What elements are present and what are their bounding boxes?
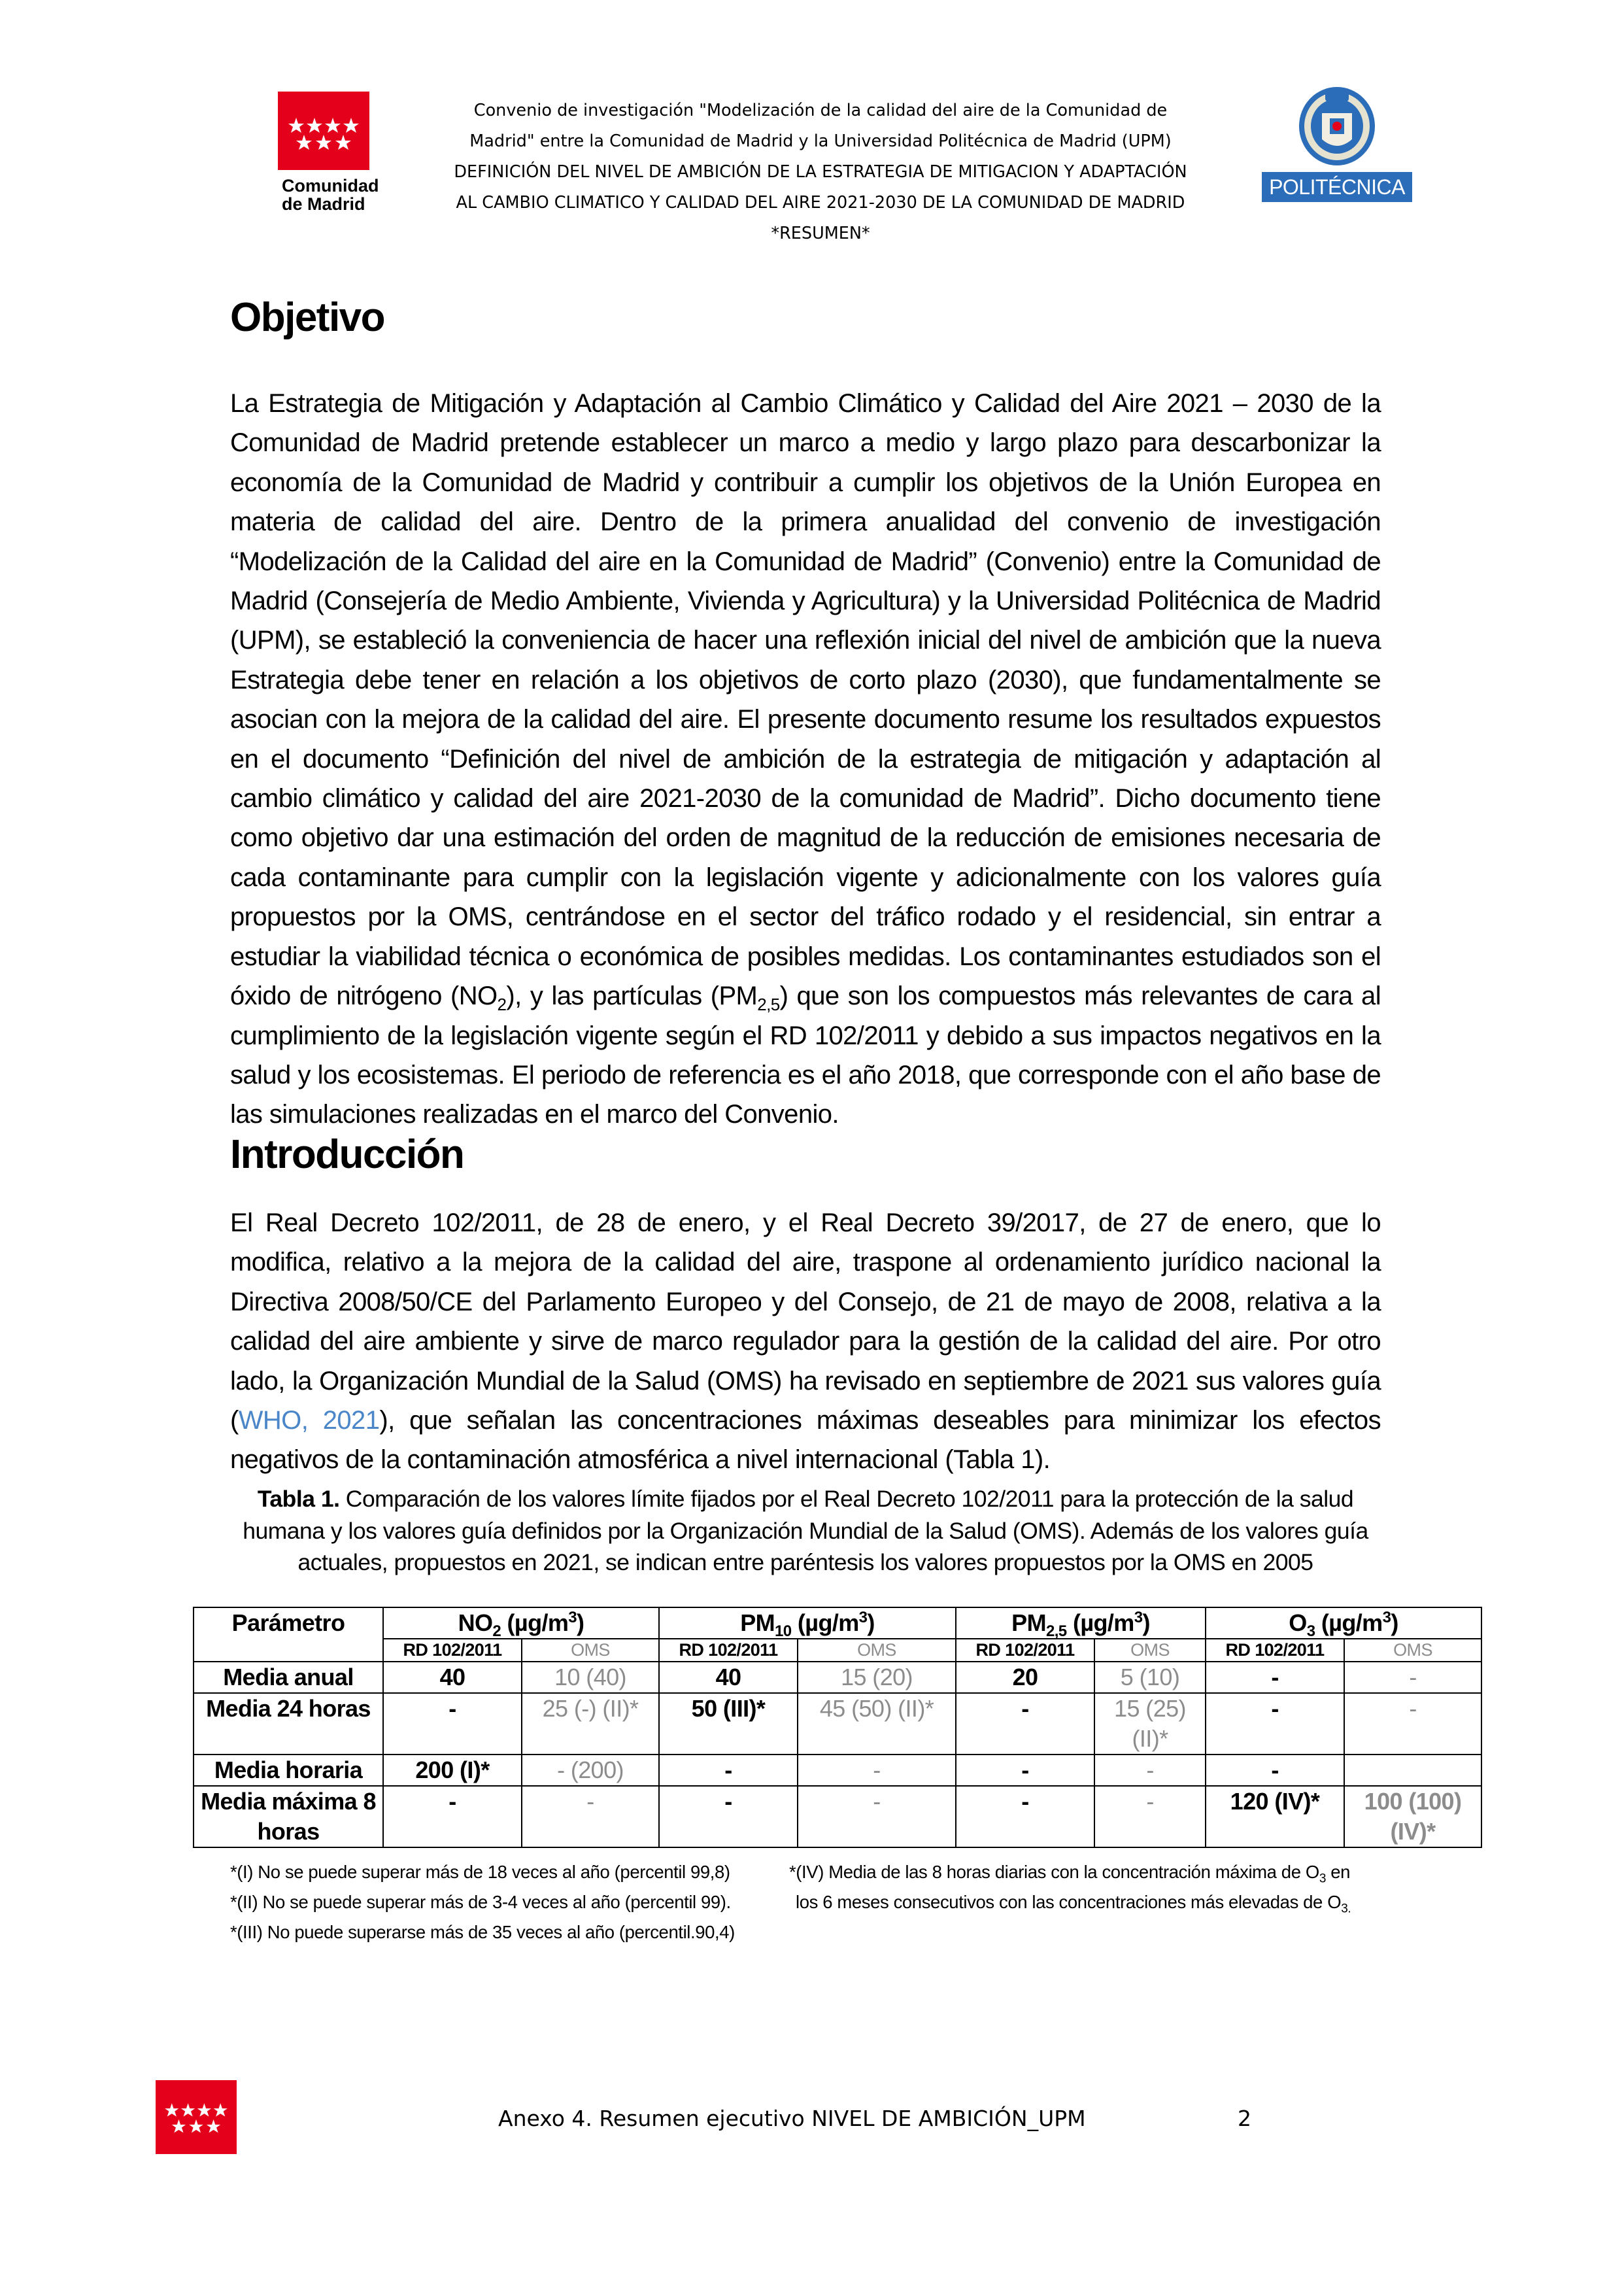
- unit-close: ): [1142, 1609, 1150, 1636]
- table-note: [789, 1857, 1351, 1887]
- unit-close: ): [577, 1609, 584, 1636]
- comunidad-logo-text: [278, 176, 379, 214]
- header-line: *RESUMEN*: [771, 224, 870, 243]
- table-cell: -: [1344, 1662, 1481, 1693]
- paragraph-text: ), y las partículas (PM: [506, 982, 758, 1011]
- table-cell: -: [956, 1693, 1094, 1755]
- table-cell: -: [383, 1786, 522, 1847]
- empty-cell: [194, 1639, 383, 1662]
- table-cell: -: [1206, 1662, 1344, 1693]
- caption-text: Comparación de los valores límite fijados por el Real Decreto 102/2011 para la protección de la salud humana y los valores guía definidos por la Organización Mundial de la Salud (OMS). Además de los valores guía actuales, propuestos en 2021, se indican entre paréntesis los valores propuestos por la OMS en 2005: [243, 1486, 1368, 1575]
- table-cell: -: [659, 1786, 798, 1847]
- table-cell: -: [659, 1755, 798, 1786]
- subheader-rd: RD 102/2011: [1206, 1639, 1344, 1662]
- note-text: los 6 meses consecutivos con las concentraciones más elevadas de O: [796, 1892, 1342, 1912]
- logo-text-line: de Madrid: [282, 194, 365, 214]
- footer-madrid-flag-icon: [156, 2080, 237, 2154]
- table-cell: -: [956, 1786, 1094, 1847]
- table-row: [194, 1693, 1481, 1755]
- table-caption: [230, 1483, 1381, 1579]
- table-note: *(II) No se puede superar más de 3-4 veces al año (percentil 99).: [230, 1892, 731, 1912]
- table-cell: -: [798, 1755, 956, 1786]
- table-cell: -: [1344, 1693, 1481, 1755]
- row-param: Media horaria: [194, 1755, 383, 1786]
- unit: (µg/m: [1066, 1609, 1134, 1636]
- upm-seal-icon: [1296, 82, 1378, 168]
- header-o3: [1206, 1607, 1481, 1639]
- subscript: 3.: [1341, 1902, 1351, 1916]
- table-cell: -: [1206, 1693, 1344, 1755]
- table-cell: -: [798, 1786, 956, 1847]
- table-note: [789, 1887, 1351, 1917]
- table-note: *(III) No puede superarse más de 35 veces al año (percentil.90,4): [230, 1922, 735, 1942]
- header-line: AL CAMBIO CLIMATICO Y CALIDAD DEL AIRE 2021-2030 DE LA COMUNIDAD DE MADRID: [456, 193, 1185, 213]
- note-text: *(IV) Media de las 8 horas diarias con la concentración máxima de O: [789, 1862, 1319, 1882]
- subscript: 3: [1319, 1872, 1326, 1886]
- subheader-rd: RD 102/2011: [659, 1639, 798, 1662]
- table-cell: 200 (I)*: [383, 1755, 522, 1786]
- header-no2: [383, 1607, 659, 1639]
- superscript: 3: [1382, 1609, 1391, 1626]
- document-header: [392, 95, 1249, 249]
- comunidad-de-madrid-logo: [278, 92, 379, 214]
- table-subheader-row: [194, 1639, 1481, 1662]
- row-param: Media anual: [194, 1662, 383, 1693]
- subscript: 2,5: [757, 995, 780, 1015]
- objetivo-paragraph: [230, 384, 1381, 1135]
- table-cell: 5 (10): [1094, 1662, 1206, 1693]
- subscript: 10: [775, 1622, 792, 1641]
- table-cell: 120 (IV)*: [1206, 1786, 1344, 1847]
- table-cell: 20: [956, 1662, 1094, 1693]
- table-cell: 25 (-) (II)*: [522, 1693, 659, 1755]
- subheader-oms: OMS: [1344, 1639, 1481, 1662]
- table-cell: -: [956, 1755, 1094, 1786]
- header-parametro: Parámetro: [194, 1607, 383, 1639]
- pollutant-name: PM: [740, 1609, 775, 1636]
- who-2021-link[interactable]: WHO, 2021: [238, 1406, 380, 1435]
- footer-text: Anexo 4. Resumen ejecutivo NIVEL DE AMBICIÓN_UPM: [498, 2106, 1086, 2131]
- header-pm10: [659, 1607, 956, 1639]
- superscript: 3: [568, 1609, 577, 1626]
- table-cell: 45 (50) (II)*: [798, 1693, 956, 1755]
- note-text: en: [1326, 1862, 1351, 1882]
- paragraph-text: ) que son los compuestos más relevantes de cara al cumplimiento de la legislación vigente según el RD 102/2011 y debido a sus impactos negativos en la salud y los ecosistemas. El periodo de referencia es el año 2018, que corresponde con el año base de las simulaciones realizadas en el marco del Convenio.: [230, 982, 1381, 1129]
- subscript: 2,5: [1045, 1622, 1067, 1641]
- header-line: Convenio de investigación "Modelización de la calidad del aire de la Comunidad de: [473, 101, 1168, 120]
- madrid-flag-icon: [278, 92, 369, 170]
- header-line: DEFINICIÓN DEL NIVEL DE AMBICIÓN DE LA ESTRATEGIA DE MITIGACION Y ADAPTACIÓN: [454, 162, 1187, 182]
- table-header-row: [194, 1607, 1481, 1639]
- upm-logo-text: POLITÉCNICA: [1262, 172, 1412, 202]
- table-cell: 10 (40): [522, 1662, 659, 1693]
- table-row: [194, 1786, 1481, 1847]
- subscript: 2: [492, 1622, 501, 1641]
- objetivo-heading: Objetivo: [230, 295, 385, 340]
- subscript: 2: [497, 995, 507, 1015]
- logo-text-line: Comunidad: [282, 176, 379, 196]
- unit: (µg/m: [791, 1609, 859, 1636]
- limit-values-table: [193, 1607, 1482, 1848]
- subheader-rd: RD 102/2011: [383, 1639, 522, 1662]
- subscript: 3: [1306, 1622, 1315, 1641]
- table-notes-right: [789, 1857, 1351, 1917]
- table-cell: 40: [659, 1662, 798, 1693]
- row-param: Media 24 horas: [194, 1693, 383, 1755]
- introduccion-heading: Introducción: [230, 1132, 464, 1177]
- unit-close: ): [1391, 1609, 1398, 1636]
- table-cell: 40: [383, 1662, 522, 1693]
- row-param: Media máxima 8 horas: [194, 1786, 383, 1847]
- unit-close: ): [867, 1609, 875, 1636]
- caption-label: Tabla 1.: [257, 1486, 340, 1512]
- superscript: 3: [858, 1609, 868, 1626]
- table-cell: 50 (III)*: [659, 1693, 798, 1755]
- pollutant-name: O: [1289, 1609, 1307, 1636]
- pollutant-name: PM: [1011, 1609, 1046, 1636]
- header-pm25: [956, 1607, 1206, 1639]
- header-line: Madrid" entre la Comunidad de Madrid y la Universidad Politécnica de Madrid (UPM): [469, 131, 1172, 151]
- subheader-oms: OMS: [522, 1639, 659, 1662]
- paragraph-text: El Real Decreto 102/2011, de 28 de enero, y el Real Decreto 39/2017, de 27 de enero, que lo modifica, relativo a la mejora de la calidad del aire, traspone al ordenamiento jurídico nacional la Directiva 2008/50/CE del Parlamento Europeo y del Consejo, de 21 de mayo de 2008, relativa a la calidad del aire ambiente y sirve de marco regulador para la gestión de la calidad del aire. Por otro lado, la Organización Mundial de la Salud (OMS) ha revisado en septiembre de 2021 sus valores guía (: [230, 1208, 1381, 1435]
- introduccion-paragraph: [230, 1203, 1381, 1480]
- table-row: [194, 1662, 1481, 1693]
- table-cell: -: [383, 1693, 522, 1755]
- paragraph-text: La Estrategia de Mitigación y Adaptación al Cambio Climático y Calidad del Aire 2021 – 2030 de la Comunidad de Madrid pretende establecer un marco a medio y largo plazo para descarbonizar la economía de la Comunidad de Madrid y contribuir a cumplir los objetivos de la Unión Europea en materia de calidad del aire. Dentro de la primera anualidad del convenio de investigación “Modelización de la Calidad del aire en la Comunidad de Madrid” (Convenio) entre la Comunidad de Madrid (Consejería de Medio Ambiente, Vivienda y Agricultura) y la Universidad Politécnica de Madrid (UPM), se estableció la conveniencia de hacer una reflexión inicial del nivel de ambición que la nueva Estrategia debe tener en relación a los objetivos de corto plazo (2030), que fundamentalmente se asocian con la mejora de la calidad del aire. El presente documento resume los resultados expuestos en el documento “Definición del nivel de ambición de la estrategia de mitigación y adaptación al cambio climático y calidad del aire 2021-2030 de la comunidad de Madrid”. Dicho documento tiene como objetivo dar una estimación del orden de magnitud de la reducción de emisiones necesaria de cada contaminante para cumplir con la legislación vigente y adicionalmente con los valores guía propuestos por la OMS, centrándose en el sector del tráfico rodado y el residencial, sin entrar a estudiar la viabilidad técnica o económica de posibles medidas. Los contaminantes estudiados son el óxido de nitrógeno (NO: [230, 389, 1381, 1011]
- unit: (µg/m: [501, 1609, 569, 1636]
- table-cell: 15 (25) (II)*: [1094, 1693, 1206, 1755]
- table-cell: -: [1094, 1755, 1206, 1786]
- table-cell: [1344, 1755, 1481, 1786]
- pollutant-name: NO: [458, 1609, 493, 1636]
- subheader-rd: RD 102/2011: [956, 1639, 1094, 1662]
- unit: (µg/m: [1315, 1609, 1383, 1636]
- table-note: *(I) No se puede superar más de 18 veces al año (percentil 99,8): [230, 1862, 730, 1882]
- table-notes-left: [230, 1857, 735, 1947]
- table-row: [194, 1755, 1481, 1786]
- superscript: 3: [1134, 1609, 1143, 1626]
- paragraph-text: ), que señalan las concentraciones máximas deseables para minimizar los efectos negativos de la contaminación atmosférica a nivel internacional (Tabla 1).: [230, 1406, 1381, 1475]
- table-cell: -: [1094, 1786, 1206, 1847]
- table-cell: -: [522, 1786, 659, 1847]
- table-cell: -: [1206, 1755, 1344, 1786]
- page-number: 2: [1238, 2106, 1251, 2131]
- table-cell: - (200): [522, 1755, 659, 1786]
- table-cell: 100 (100) (IV)*: [1344, 1786, 1481, 1847]
- subheader-oms: OMS: [798, 1639, 956, 1662]
- table-cell: 15 (20): [798, 1662, 956, 1693]
- subheader-oms: OMS: [1094, 1639, 1206, 1662]
